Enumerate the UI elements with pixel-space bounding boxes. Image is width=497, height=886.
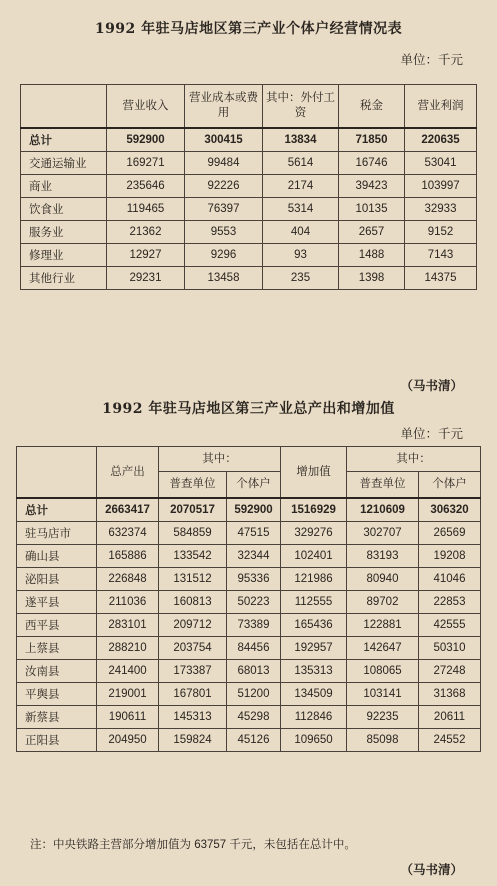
value-cell: 89702 [347, 591, 419, 614]
value-cell: 220635 [405, 128, 477, 152]
value-cell: 5614 [263, 152, 339, 175]
value-cell: 21362 [107, 221, 185, 244]
table1-header-cell: 税金 [339, 85, 405, 129]
value-cell: 133542 [159, 545, 227, 568]
table-row [21, 198, 477, 221]
row-label-cell: 正阳县 [17, 729, 97, 752]
value-cell: 31368 [419, 683, 481, 706]
value-cell: 135313 [281, 660, 347, 683]
value-cell: 134509 [281, 683, 347, 706]
row-label-cell: 泌阳县 [17, 568, 97, 591]
value-cell: 167801 [159, 683, 227, 706]
value-cell: 1488 [339, 244, 405, 267]
value-cell: 211036 [97, 591, 159, 614]
row-label-cell: 驻马店市 [17, 522, 97, 545]
value-cell: 145313 [159, 706, 227, 729]
row-label-cell: 汝南县 [17, 660, 97, 683]
value-cell: 169271 [107, 152, 185, 175]
value-cell: 592900 [227, 498, 281, 522]
value-cell: 632374 [97, 522, 159, 545]
row-label-cell: 饮食业 [21, 198, 107, 221]
value-cell: 131512 [159, 568, 227, 591]
table2-subheader-cell: 普查单位 [159, 472, 227, 498]
value-cell: 53041 [405, 152, 477, 175]
value-cell: 83193 [347, 545, 419, 568]
value-cell: 32344 [227, 545, 281, 568]
row-label-cell: 总计 [17, 498, 97, 522]
value-cell: 2663417 [97, 498, 159, 522]
value-cell: 76397 [185, 198, 263, 221]
table-row [17, 660, 481, 683]
table-row [21, 221, 477, 244]
table-row [17, 706, 481, 729]
value-cell: 235 [263, 267, 339, 290]
value-cell: 85098 [347, 729, 419, 752]
value-cell: 1516929 [281, 498, 347, 522]
value-cell: 592900 [107, 128, 185, 152]
value-cell: 122881 [347, 614, 419, 637]
value-cell: 9296 [185, 244, 263, 267]
value-cell: 16746 [339, 152, 405, 175]
row-label-cell: 平舆县 [17, 683, 97, 706]
table2-header-cell: 其中： [159, 447, 281, 472]
value-cell: 283101 [97, 614, 159, 637]
row-label-cell: 上蔡县 [17, 637, 97, 660]
value-cell: 22853 [419, 591, 481, 614]
value-cell: 102401 [281, 545, 347, 568]
table-row [21, 128, 477, 152]
value-cell: 209712 [159, 614, 227, 637]
value-cell: 99484 [185, 152, 263, 175]
value-cell: 13458 [185, 267, 263, 290]
value-cell: 32933 [405, 198, 477, 221]
row-label-cell: 遂平县 [17, 591, 97, 614]
table2-author: （马书清） [400, 862, 463, 877]
value-cell: 45298 [227, 706, 281, 729]
value-cell: 302707 [347, 522, 419, 545]
value-cell: 7143 [405, 244, 477, 267]
value-cell: 29231 [107, 267, 185, 290]
row-label-cell: 修理业 [21, 244, 107, 267]
value-cell: 50310 [419, 637, 481, 660]
value-cell: 241400 [97, 660, 159, 683]
value-cell: 68013 [227, 660, 281, 683]
value-cell: 159824 [159, 729, 227, 752]
value-cell: 73389 [227, 614, 281, 637]
table2-header-cell: 其中： [347, 447, 481, 472]
value-cell: 226848 [97, 568, 159, 591]
table-row [17, 637, 481, 660]
value-cell: 45126 [227, 729, 281, 752]
value-cell: 165886 [97, 545, 159, 568]
value-cell: 165436 [281, 614, 347, 637]
value-cell: 160813 [159, 591, 227, 614]
table-row [17, 522, 481, 545]
value-cell: 9152 [405, 221, 477, 244]
table1-individual-business [20, 84, 477, 290]
value-cell: 2174 [263, 175, 339, 198]
value-cell: 39423 [339, 175, 405, 198]
value-cell: 19208 [419, 545, 481, 568]
table-row [17, 545, 481, 568]
value-cell: 109650 [281, 729, 347, 752]
value-cell: 14375 [405, 267, 477, 290]
table2-subheader-cell: 普查单位 [347, 472, 419, 498]
row-label-cell: 总计 [21, 128, 107, 152]
value-cell: 235646 [107, 175, 185, 198]
value-cell: 190611 [97, 706, 159, 729]
table2-subheader-cell: 个体户 [419, 472, 481, 498]
table1-title: 1992 年驻马店地区第三产业个体户经营情况表 [94, 21, 403, 37]
value-cell: 71850 [339, 128, 405, 152]
table1-author: （马书清） [400, 378, 463, 393]
table1-unit: 单位：千元 [400, 52, 463, 67]
table1-header-cell [21, 85, 107, 129]
table2-header-cell: 增加值 [281, 447, 347, 499]
value-cell: 42555 [419, 614, 481, 637]
value-cell: 12927 [107, 244, 185, 267]
row-label-cell: 新蔡县 [17, 706, 97, 729]
row-label-cell: 其他行业 [21, 267, 107, 290]
value-cell: 47515 [227, 522, 281, 545]
row-label-cell: 服务业 [21, 221, 107, 244]
value-cell: 1398 [339, 267, 405, 290]
value-cell: 192957 [281, 637, 347, 660]
table-row [17, 729, 481, 752]
value-cell: 121986 [281, 568, 347, 591]
table-row [17, 683, 481, 706]
table-row [21, 244, 477, 267]
value-cell: 288210 [97, 637, 159, 660]
value-cell: 5314 [263, 198, 339, 221]
table2-subheader-cell: 个体户 [227, 472, 281, 498]
value-cell: 204950 [97, 729, 159, 752]
table-row [21, 175, 477, 198]
table-row [17, 498, 481, 522]
value-cell: 26569 [419, 522, 481, 545]
value-cell: 103141 [347, 683, 419, 706]
value-cell: 50223 [227, 591, 281, 614]
value-cell: 1210609 [347, 498, 419, 522]
value-cell: 203754 [159, 637, 227, 660]
value-cell: 142647 [347, 637, 419, 660]
row-label-cell: 商业 [21, 175, 107, 198]
value-cell: 80940 [347, 568, 419, 591]
value-cell: 93 [263, 244, 339, 267]
table1-header-cell: 营业收入 [107, 85, 185, 129]
value-cell: 24552 [419, 729, 481, 752]
value-cell: 13834 [263, 128, 339, 152]
value-cell: 119465 [107, 198, 185, 221]
value-cell: 329276 [281, 522, 347, 545]
value-cell: 404 [263, 221, 339, 244]
table-row [17, 568, 481, 591]
value-cell: 2657 [339, 221, 405, 244]
value-cell: 108065 [347, 660, 419, 683]
value-cell: 92226 [185, 175, 263, 198]
value-cell: 112555 [281, 591, 347, 614]
table-row [21, 267, 477, 290]
row-label-cell: 西平县 [17, 614, 97, 637]
table-row [17, 591, 481, 614]
value-cell: 41046 [419, 568, 481, 591]
value-cell: 27248 [419, 660, 481, 683]
value-cell: 20611 [419, 706, 481, 729]
row-label-cell: 确山县 [17, 545, 97, 568]
value-cell: 584859 [159, 522, 227, 545]
value-cell: 103997 [405, 175, 477, 198]
row-label-cell: 交通运输业 [21, 152, 107, 175]
value-cell: 219001 [97, 683, 159, 706]
table-row [21, 152, 477, 175]
value-cell: 300415 [185, 128, 263, 152]
table2-output-value-added [16, 446, 481, 752]
value-cell: 95336 [227, 568, 281, 591]
value-cell: 9553 [185, 221, 263, 244]
table2-note: 注：中央铁路主营部分增加值为 63757 千元，未包括在总计中。 [30, 839, 356, 851]
value-cell: 112846 [281, 706, 347, 729]
table2-header-cell [17, 447, 97, 499]
table1-header-cell: 其中：外付工资 [263, 85, 339, 129]
value-cell: 173387 [159, 660, 227, 683]
table-row [17, 614, 481, 637]
value-cell: 84456 [227, 637, 281, 660]
table2-unit: 单位：千元 [400, 426, 463, 441]
value-cell: 92235 [347, 706, 419, 729]
value-cell: 10135 [339, 198, 405, 221]
table1-header-cell: 营业成本或费用 [185, 85, 263, 129]
table2-header-cell: 总产出 [97, 447, 159, 499]
value-cell: 306320 [419, 498, 481, 522]
table2-title: 1992 年驻马店地区第三产业总产出和增加值 [102, 401, 395, 417]
value-cell: 2070517 [159, 498, 227, 522]
table1-header-cell: 营业利润 [405, 85, 477, 129]
value-cell: 51200 [227, 683, 281, 706]
